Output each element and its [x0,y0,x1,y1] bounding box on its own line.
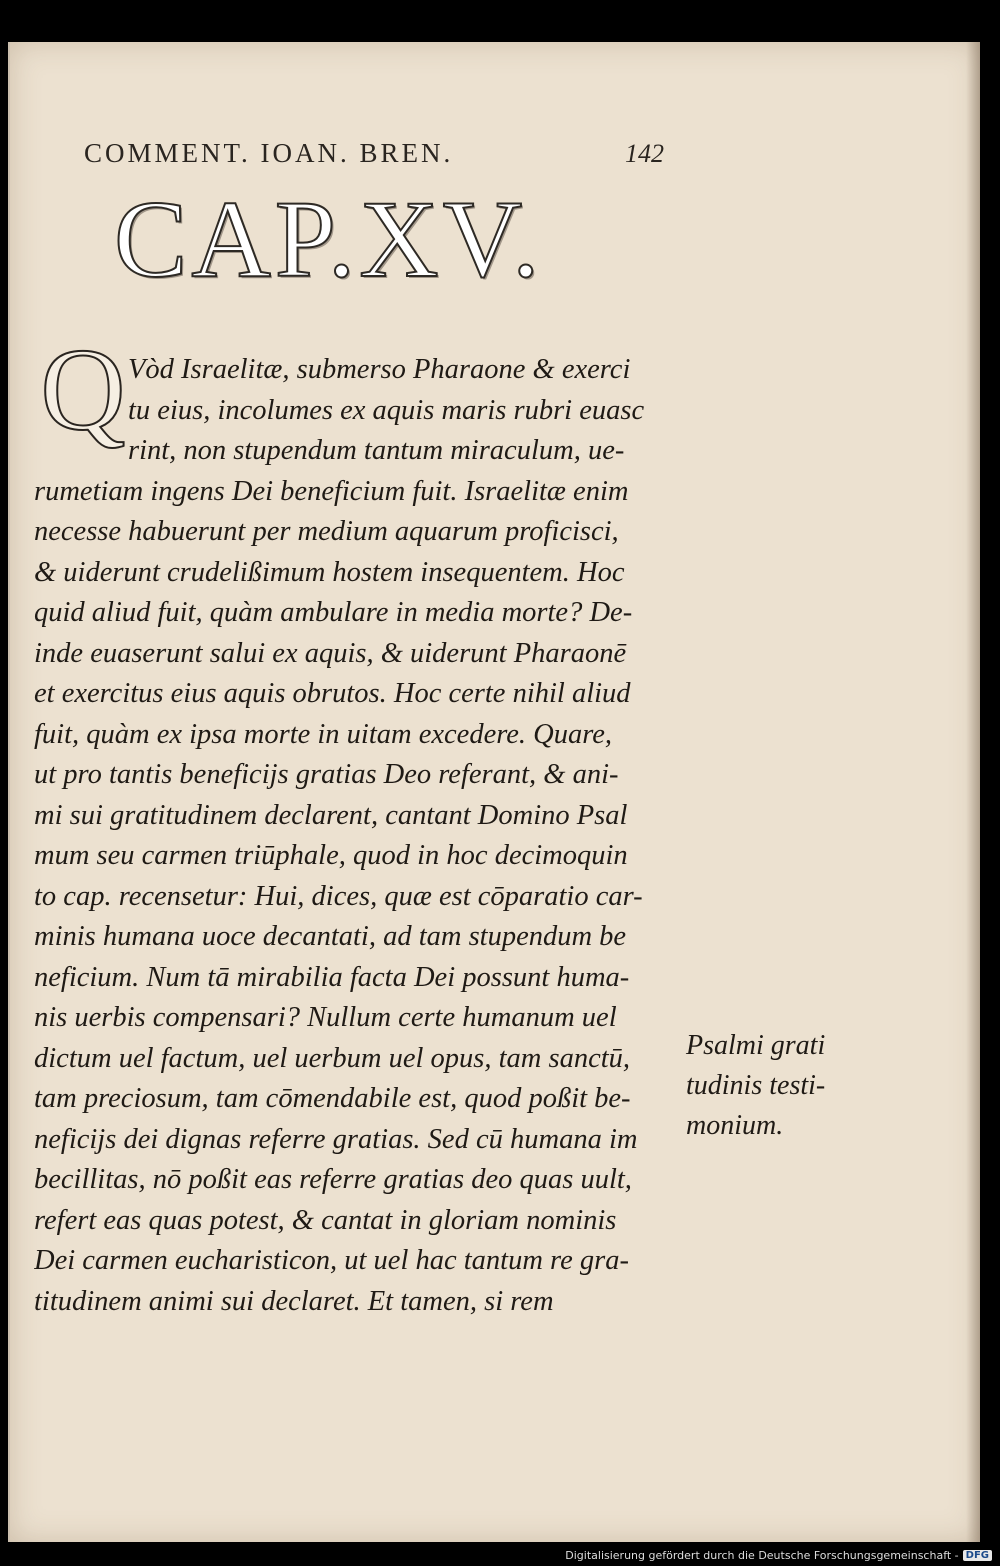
text-line: rumetiam ingens Dei beneficium fuit. Israelitæ enim [34,475,629,507]
marginal-note-line: Psalmi grati [686,1030,826,1061]
marginal-note-line: monium. [686,1110,784,1141]
text-line: dictum uel factum, uel uerbum uel opus, tam sanctū, [34,1042,631,1074]
text-line: tam preciosum, tam cōmendabile est, quod poßit be- [34,1083,631,1114]
chapter-heading: CAP.XV. [114,178,544,300]
text-line: neficijs dei dignas referre gratias. Sed cū humana im [34,1123,638,1155]
text-line: Dei carmen eucharisticon, ut uel hac tantum re gra- [34,1245,629,1276]
text-line: rint, non stupendum tantum miraculum, ue- [128,435,625,466]
text-line: et exercitus eius aquis obrutos. Hoc certe nihil aliud [34,678,631,709]
text-line: mi sui gratitudinem declarent, cantant Domino Psal [34,799,628,831]
running-title: COMMENT. IOAN. BREN. [84,138,454,168]
text-line: inde euaserunt salui ex aquis, & uiderunt Pharaonē [34,637,627,669]
text-line: mum seu carmen triūphale, quod in hoc decimoquin [34,840,628,871]
book-page [8,42,980,1542]
text-line: Vòd Israelitæ, submerso Pharaone & exerci [128,354,631,385]
marginal-note [686,1026,856,1146]
text-line: becillitas, nō poßit eas referre gratias deo quas uult, [34,1164,632,1195]
text-line: ut pro tantis beneficijs gratias Deo referant, & ani- [34,759,619,790]
credit-text: Digitalisierung gefördert durch die Deutsche Forschungsgemeinschaft - [565,1549,959,1562]
text-line: to cap. recensetur: Hui, dices, quæ est cōparatio car- [34,880,643,912]
text-line: fuit, quàm ex ipsa morte in uitam excedere. Quare, [34,718,613,750]
running-head [84,138,664,169]
body-text [34,350,674,1322]
text-line: tu eius, incolumes ex aquis maris rubri euasc [128,394,645,426]
text-line: titudinem animi sui declaret. Et tamen, si rem [34,1285,554,1317]
text-line: neficium. Num tā mirabilia facta Dei possunt huma- [34,961,630,993]
text-line: quid aliud fuit, quàm ambulare in media morte? De- [34,597,633,628]
dfg-logo: DFG [963,1550,992,1561]
text-line: refert eas quas potest, & cantat in gloriam nominis [34,1204,617,1236]
marginal-note-line: tudinis testi- [686,1070,826,1101]
drop-cap: Q [40,324,126,455]
text-line: nis uerbis compensari? Nullum certe humanum uel [34,1002,617,1033]
page-number: 142 [625,139,664,168]
digitization-credit [565,1549,992,1562]
text-line: minis humana uoce decantati, ad tam stupendum be [34,921,627,952]
text-line: necesse habuerunt per medium aquarum proficisci, [34,516,619,547]
text-line: & uiderunt crudelißimum hostem insequentem. Hoc [34,556,625,588]
